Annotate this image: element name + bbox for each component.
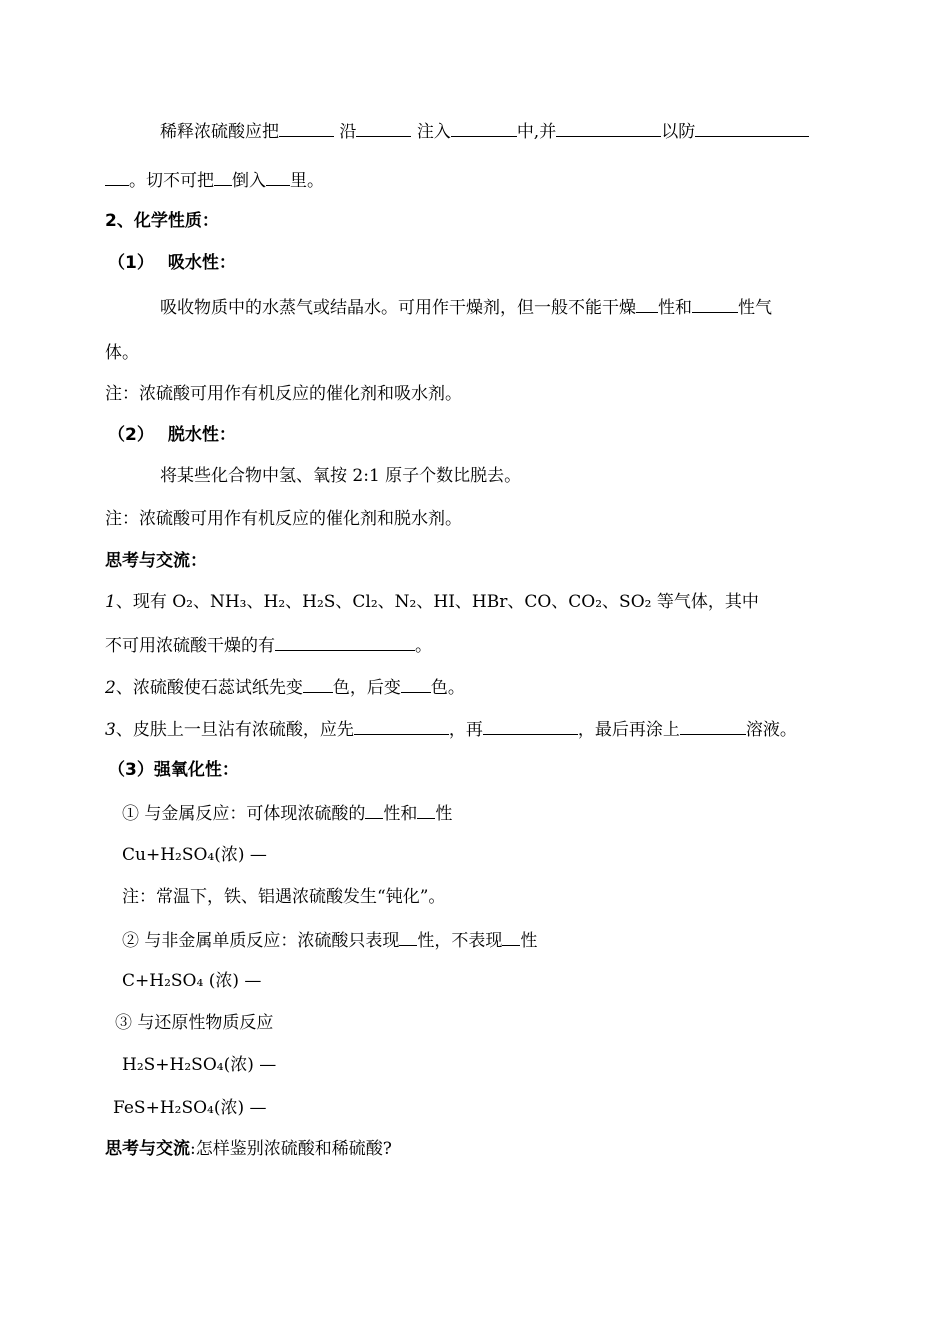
fill-blank[interactable] xyxy=(556,118,661,137)
fill-blank[interactable] xyxy=(636,294,658,313)
text-segment: 中,并 xyxy=(516,122,557,142)
question-3 xyxy=(105,716,797,742)
question-1-line1 xyxy=(105,590,759,614)
subsection-heading-dehydration xyxy=(108,423,236,447)
question-2 xyxy=(105,674,465,700)
text-segment: 倒入 xyxy=(232,171,266,191)
text-segment: 性和 xyxy=(658,298,692,318)
dilution-instruction-line1 xyxy=(160,118,809,144)
text-segment: ② 与非金属单质反应：浓硫酸只表现 xyxy=(122,931,400,951)
fill-blank[interactable] xyxy=(451,118,517,137)
text-segment: 注入 xyxy=(416,122,451,142)
fill-blank[interactable] xyxy=(692,294,738,313)
fill-blank[interactable] xyxy=(417,800,435,819)
question-text: 、现有 O₂、NH₃、H₂、H₂S、Cl₂、N₂、HI、HBr、CO、CO₂、SO₂ 等气体，其中 xyxy=(115,592,759,612)
reaction-with-nonmetals xyxy=(122,927,537,953)
text-segment: 性 xyxy=(520,931,538,951)
reaction-with-reducing-agents: ③ 与还原性物质反应 xyxy=(115,1013,274,1033)
note-hygroscopic: 注：浓硫酸可用作有机反应的催化剂和吸水剂。 xyxy=(105,384,462,404)
equation-copper: Cu+H₂SO₄(浓) — xyxy=(122,845,267,865)
text-segment: 溶液。 xyxy=(745,720,797,740)
fill-blank[interactable] xyxy=(279,118,334,137)
fill-blank[interactable] xyxy=(399,927,417,946)
fill-blank[interactable] xyxy=(365,800,383,819)
reaction-with-metals xyxy=(122,800,452,826)
text-segment: 性和 xyxy=(383,804,418,824)
text-segment: ① 与金属反应：可体现浓硫酸的 xyxy=(122,804,366,824)
dehydration-text: 将某些化合物中氢、氧按 2:1 原子个数比脱去。 xyxy=(160,466,522,486)
fill-blank[interactable] xyxy=(356,118,411,137)
text-segment: ，最后再涂上 xyxy=(577,720,680,740)
fill-blank[interactable] xyxy=(695,118,809,137)
think-label: 思考与交流 xyxy=(105,1139,190,1159)
text-segment: 里。 xyxy=(290,171,324,191)
fill-blank[interactable] xyxy=(401,674,431,693)
text-segment: 色。 xyxy=(430,678,465,698)
dilution-instruction-line2 xyxy=(105,167,324,193)
text-segment: 、皮肤上一旦沾有浓硫酸，应先 xyxy=(115,720,354,740)
subsection-heading-oxidizing: （3）强氧化性： xyxy=(108,760,239,780)
text-segment: 色，后变 xyxy=(332,678,401,698)
think-and-discuss-final xyxy=(105,1137,392,1161)
fill-blank[interactable] xyxy=(105,167,129,186)
subsection-heading-hygroscopic xyxy=(108,251,236,275)
question-number: 3 xyxy=(105,720,116,740)
subsection-number: （2） xyxy=(108,425,154,445)
text-segment: 。切不可把 xyxy=(129,171,214,191)
note-passivation: 注：常温下，铁、铝遇浓硫酸发生“钝化”。 xyxy=(122,887,446,907)
fill-blank[interactable] xyxy=(303,674,333,693)
hygroscopic-text-line1 xyxy=(160,294,772,320)
fill-blank[interactable] xyxy=(680,716,746,735)
text-segment: 性气 xyxy=(738,298,772,318)
fill-blank[interactable] xyxy=(266,167,290,186)
think-and-discuss-heading: 思考与交流： xyxy=(105,551,207,571)
equation-iron-sulfide: FeS+H₂SO₄(浓) — xyxy=(113,1098,267,1118)
question-number: 1 xyxy=(105,592,116,612)
hygroscopic-text-line2: 体。 xyxy=(105,343,139,363)
equation-hydrogen-sulfide: H₂S+H₂SO₄(浓) — xyxy=(122,1055,277,1075)
note-dehydration: 注：浓硫酸可用作有机反应的催化剂和脱水剂。 xyxy=(105,509,462,529)
text-segment: 性，不表现 xyxy=(417,931,503,951)
fill-blank[interactable] xyxy=(354,716,449,735)
text-segment: 。 xyxy=(415,636,432,656)
subsection-number: （1） xyxy=(108,253,154,273)
text-segment: 不可用浓硫酸干燥的有 xyxy=(105,636,275,656)
section-heading-chemical-properties: 2、化学性质： xyxy=(105,211,219,231)
subsection-title: 脱水性： xyxy=(167,425,236,445)
text-segment: 稀释浓硫酸应把 xyxy=(160,122,279,142)
text-segment: 吸收物质中的水蒸气或结晶水。可用作干燥剂，但一般不能干燥 xyxy=(160,298,636,318)
text-segment: 沿 xyxy=(339,122,357,142)
fill-blank[interactable] xyxy=(502,927,520,946)
fill-blank[interactable] xyxy=(214,167,232,186)
text-segment: 、浓硫酸使石蕊试纸先变 xyxy=(115,678,303,698)
think-question: :怎样鉴别浓硫酸和稀硫酸? xyxy=(190,1139,392,1159)
fill-blank[interactable] xyxy=(275,632,415,651)
text-segment: 性 xyxy=(435,804,453,824)
text-segment: 以防 xyxy=(661,122,696,142)
equation-carbon: C+H₂SO₄ (浓) — xyxy=(122,971,262,991)
question-number: 2 xyxy=(105,678,116,698)
text-segment: ，再 xyxy=(448,720,483,740)
subsection-title: 吸水性： xyxy=(167,253,236,273)
fill-blank[interactable] xyxy=(483,716,578,735)
question-1-line2 xyxy=(105,632,432,658)
